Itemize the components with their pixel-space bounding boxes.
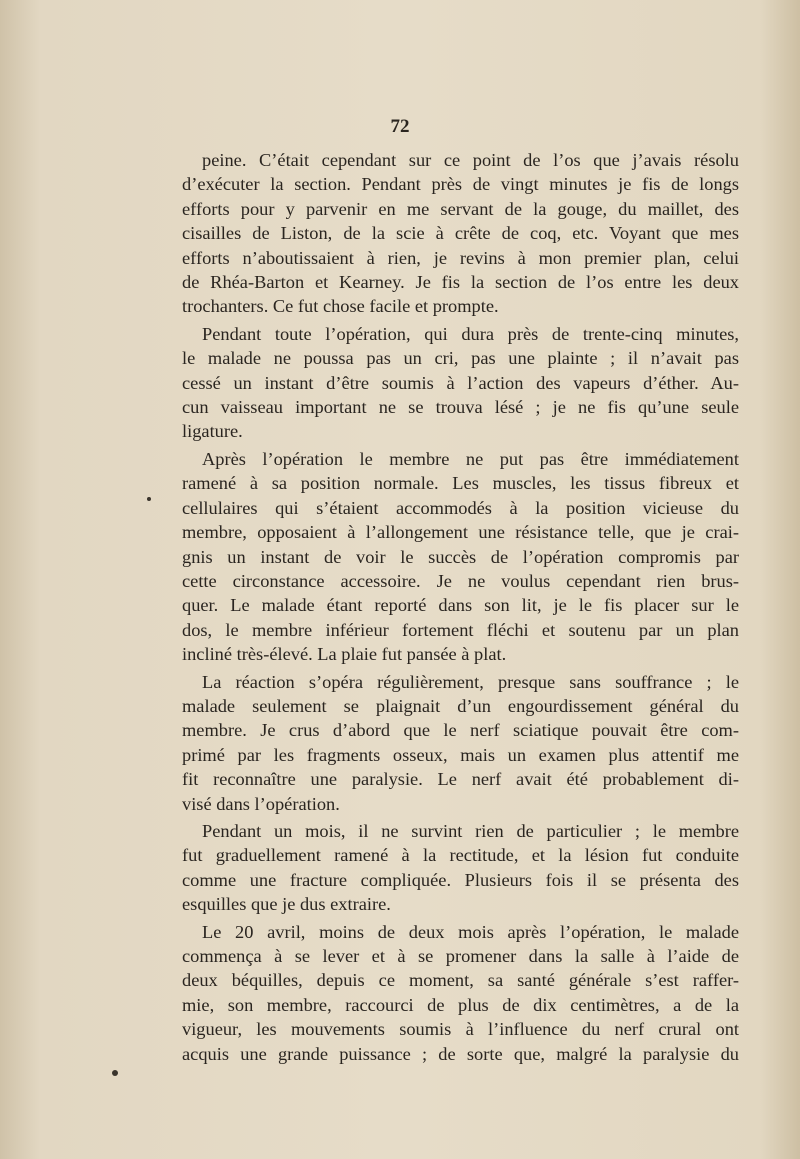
paragraph [182,819,739,917]
text-line: fit reconnaître une paralysie. Le nerf avait été probablement di- [182,769,739,790]
text-line: vigueur, les mouvements soumis à l’influence du nerf crural ont [182,1019,739,1040]
text-line: gnis un instant de voir le succès de l’opération compromis par [182,546,739,567]
paragraph [182,322,739,444]
text-line: comme une fracture compliquée. Plusieurs fois il se présenta des [182,869,739,890]
text-line: peine. C’était cependant sur ce point de l’os que j’avais résolu [202,150,739,170]
text-line: cette circonstance accessoire. Je ne voulus cependant rien brus- [182,570,739,591]
text-line: membre, opposaient à l’allongement une résistance telle, que je crai- [182,522,739,543]
text-line: primé par les fragments osseux, mais un examen plus attentif me [182,744,739,765]
text-line: commença à se lever et à se promener dans la salle à l’aide de [182,946,739,966]
paragraph [182,447,739,667]
text-line: visé dans l’opération. [182,793,340,814]
page-number: 72 [390,116,410,137]
paragraph [182,920,739,1066]
text-line: esquilles que je dus extraire. [182,894,391,915]
text-line: deux béquilles, depuis ce moment, sa santé générale s’est raffer- [182,970,739,991]
text-line: de Rhéa-Barton et Kearney. Je fis la section de l’os entre les deux [182,272,739,293]
text-line: cessé un instant d’être soumis à l’action des vapeurs d’éther. Au- [182,372,739,393]
text-line: La réaction s’opéra régulièrement, presque sans souffrance ; le [202,671,739,692]
text-line: membre. Je crus d’abord que le nerf sciatique pouvait être com- [182,720,739,741]
text-line: cellulaires qui s’étaient accommodés à la position vicieuse du [182,497,739,518]
text-line: mie, son membre, raccourci de plus de dix centimètres, a de la [182,994,739,1015]
ink-speck [112,1070,118,1076]
text-line: incliné très-élevé. La plaie fut pansée à plat. [182,644,507,665]
ink-speck [147,497,151,501]
text-line: Le 20 avril, moins de deux mois après l’opération, le malade [202,921,739,942]
text-line: cisailles de Liston, de la scie à crête de coq, etc. Voyant que mes [182,223,739,244]
text-line: acquis une grande puissance ; de sorte que, malgré la paralysie du [182,1043,739,1064]
body-text [182,148,739,1069]
text-line: quer. Le malade étant reporté dans son lit, je le fis placer sur le [182,595,739,616]
text-line: cun vaisseau important ne se trouva lésé ; je ne fis qu’une seule [182,397,739,418]
text-line: ramené à sa position normale. Les muscles, les tissus fibreux et [182,473,739,494]
text-line: malade seulement se plaignait d’un engourdissement général du [182,695,739,716]
text-line: Après l’opération le membre ne put pas être immédiatement [202,448,739,469]
text-line: Pendant un mois, il ne survint rien de particulier ; le membre [202,820,739,841]
paragraph [182,148,739,319]
text-line: dos, le membre inférieur fortement fléchi et soutenu par un plan [182,619,739,640]
text-line: efforts pour y parvenir en me servant de la gouge, du maillet, des [182,198,739,219]
text-line: efforts n’aboutissaient à rien, je revins à mon premier plan, celui [182,247,739,268]
text-line: le malade ne poussa pas un cri, pas une plainte ; il n’avait pas [182,348,739,369]
text-line: fut graduellement ramené à la rectitude, et la lésion fut conduite [182,845,739,866]
text-line: ligature. [182,421,243,442]
text-line: trochanters. Ce fut chose facile et prompte. [182,296,499,317]
paragraph [182,670,739,816]
text-line: Pendant toute l’opération, qui dura près de trente-cinq minutes, [202,323,739,344]
text-line: d’exécuter la section. Pendant près de vingt minutes je fis de longs [182,174,739,195]
